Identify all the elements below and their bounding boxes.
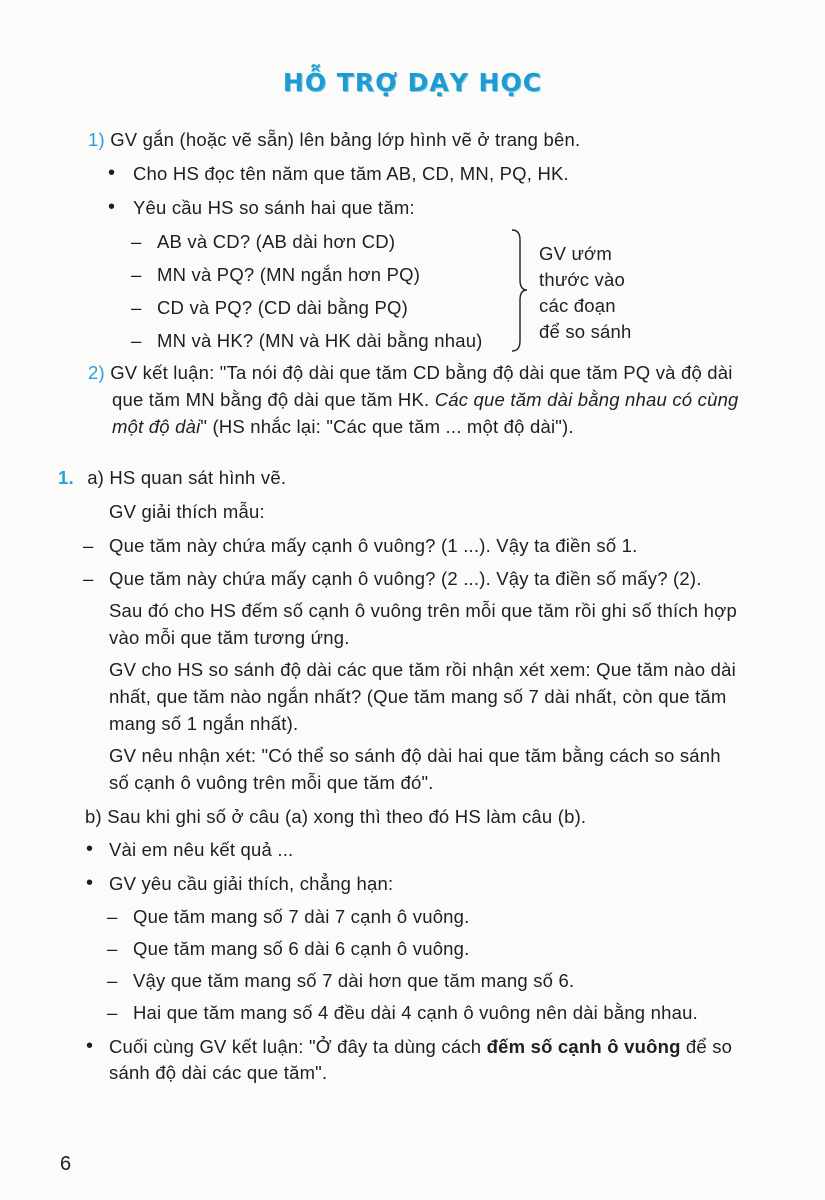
step-2-line-1 xyxy=(88,362,733,384)
bullet-icon: • xyxy=(86,1035,94,1057)
side-note-line-2: thước vào xyxy=(539,269,625,290)
dash-icon: – xyxy=(107,938,118,959)
exercise-1-model-2: Que tăm này chứa mấy cạnh ô vuông? (2 ...). Vậy ta điền số mấy? (2). xyxy=(109,568,702,589)
right-brace-icon xyxy=(510,228,528,353)
step-1-bullet-1: Cho HS đọc tên năm que tăm AB, CD, MN, PQ, HK. xyxy=(133,163,569,184)
exercise-1-b-dash-3: Vậy que tăm mang số 7 dài hơn que tăm mang số 6. xyxy=(133,970,575,991)
exercise-1-model-1: Que tăm này chứa mấy cạnh ô vuông? (1 ...). Vậy ta điền số 1. xyxy=(109,535,638,556)
dash-icon: – xyxy=(107,906,118,927)
step-2-text-3: " (HS nhắc lại: "Các que tăm ... một độ dài"). xyxy=(200,416,574,437)
exercise-1-para-2-line-2: nhất, que tăm nào ngắn nhất? (Que tăm mang số 7 dài nhất, còn que tăm xyxy=(109,686,727,707)
side-note-line-4: để so sánh xyxy=(539,321,632,342)
exercise-1-line-a xyxy=(58,467,286,489)
bullet-icon: • xyxy=(108,196,116,218)
exercise-1-para-3-line-1: GV nêu nhận xét: "Có thể so sánh độ dài hai que tăm bằng cách so sánh xyxy=(109,745,721,766)
dash-icon: – xyxy=(83,535,94,556)
side-note-line-3: các đoạn xyxy=(539,295,616,316)
step-1-number: 1) xyxy=(88,129,105,150)
exercise-1-b-bullet-1: Vài em nêu kết quả ... xyxy=(109,839,294,860)
side-note-line-1: GV ướm xyxy=(539,243,612,264)
step-1-line xyxy=(88,129,580,151)
exercise-1-conclusion-line-2: sánh độ dài các que tăm". xyxy=(109,1062,328,1083)
dash-icon: – xyxy=(131,330,142,351)
exercise-1-para-3-line-2: số cạnh ô vuông trên mỗi que tăm đó". xyxy=(109,772,434,793)
dash-icon: – xyxy=(107,970,118,991)
exercise-1-model-intro: GV giải thích mẫu: xyxy=(109,501,265,522)
compare-item-3: CD và PQ? (CD dài bằng PQ) xyxy=(157,297,408,318)
exercise-1-b-bullet-2: GV yêu cầu giải thích, chẳng hạn: xyxy=(109,873,394,894)
section-title: HỖ TRỢ DẠY HỌC xyxy=(282,68,543,97)
page-number: 6 xyxy=(60,1153,72,1175)
dash-icon: – xyxy=(107,1002,118,1023)
compare-item-4: MN và HK? (MN và HK dài bằng nhau) xyxy=(157,330,483,351)
step-2-line-3 xyxy=(112,416,574,438)
exercise-1-b-dash-4: Hai que tăm mang số 4 đều dài 4 cạnh ô vuông nên dài bằng nhau. xyxy=(133,1002,698,1023)
exercise-1-b-dash-2: Que tăm mang số 6 dài 6 cạnh ô vuông. xyxy=(133,938,470,959)
bullet-icon: • xyxy=(108,162,116,184)
exercise-1-a-text: a) HS quan sát hình vẽ. xyxy=(87,467,287,488)
exercise-1-b-text: b) Sau khi ghi số ở câu (a) xong thì theo đó HS làm câu (b). xyxy=(85,806,587,827)
dash-icon: – xyxy=(131,297,142,318)
step-2-text-1: GV kết luận: "Ta nói độ dài que tăm CD bằng độ dài que tăm PQ và độ dài xyxy=(110,362,733,383)
step-2-line-2 xyxy=(112,389,739,411)
exercise-1-para-2-line-3: mang số 1 ngắn nhất). xyxy=(109,713,299,734)
step-1-text: GV gắn (hoặc vẽ sẵn) lên bảng lớp hình vẽ ở trang bên. xyxy=(110,129,581,150)
conclusion-text-end: để so xyxy=(680,1036,733,1057)
dash-icon: – xyxy=(131,264,142,285)
bullet-icon: • xyxy=(86,838,94,860)
dash-icon: – xyxy=(83,568,94,589)
exercise-1-para-1-line-2: vào mỗi que tăm tương ứng. xyxy=(109,627,350,648)
compare-item-2: MN và PQ? (MN ngắn hơn PQ) xyxy=(157,264,421,285)
step-2-number: 2) xyxy=(88,362,105,383)
exercise-1-para-2-line-1: GV cho HS so sánh độ dài các que tăm rồi nhận xét xem: Que tăm nào dài xyxy=(109,659,736,680)
step-2-italic-3: một độ dài xyxy=(112,416,201,437)
step-2-italic-2: Các que tăm dài bằng nhau có cùng xyxy=(434,389,739,410)
bullet-icon: • xyxy=(86,872,94,894)
exercise-1-para-1-line-1: Sau đó cho HS đếm số cạnh ô vuông trên mỗi que tăm rồi ghi số thích hợp xyxy=(109,600,737,621)
conclusion-bold: đếm số cạnh ô vuông xyxy=(486,1036,681,1057)
exercise-1-conclusion-line-1 xyxy=(109,1036,732,1058)
dash-icon: – xyxy=(131,231,142,252)
step-1-bullet-2: Yêu cầu HS so sánh hai que tăm: xyxy=(133,197,415,218)
exercise-1-b-dash-1: Que tăm mang số 7 dài 7 cạnh ô vuông. xyxy=(133,906,470,927)
step-2-text-2: que tăm MN bằng độ dài que tăm HK. xyxy=(112,389,435,410)
exercise-1-number: 1. xyxy=(58,467,74,488)
conclusion-text: Cuối cùng GV kết luận: "Ở đây ta dùng cách xyxy=(109,1036,487,1057)
compare-item-1: AB và CD? (AB dài hơn CD) xyxy=(157,231,396,252)
